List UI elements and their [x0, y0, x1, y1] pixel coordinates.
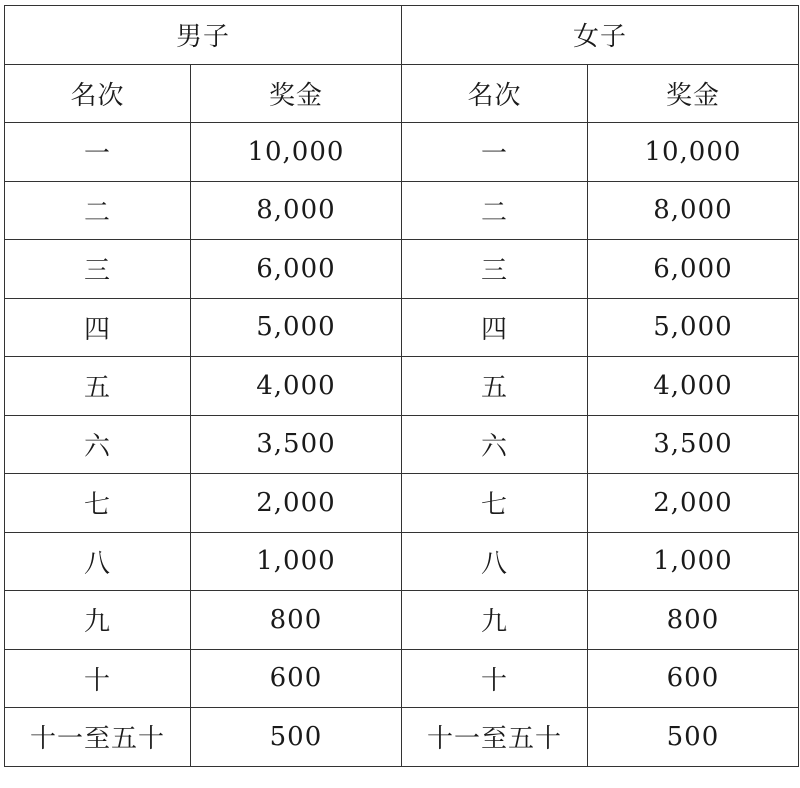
men-rank-cell: 五: [5, 357, 191, 416]
men-prize-cell: 800: [190, 591, 401, 650]
men-prize-cell: 5,000: [190, 298, 401, 357]
women-rank-cell: 三: [401, 240, 587, 299]
women-prize-cell: 8,000: [587, 181, 798, 240]
men-rank-cell: 四: [5, 298, 191, 357]
table-row: [5, 591, 799, 650]
men-rank-cell: 七: [5, 474, 191, 533]
women-prize-cell: 5,000: [587, 298, 798, 357]
women-rank-cell: 八: [401, 532, 587, 591]
women-prize-cell: 600: [587, 649, 798, 708]
women-rank-cell: 六: [401, 415, 587, 474]
men-prize-cell: 1,000: [190, 532, 401, 591]
table-row: [5, 649, 799, 708]
men-rank-cell: 十: [5, 649, 191, 708]
men-rank-cell: 十一至五十: [5, 708, 191, 767]
women-rank-cell: 九: [401, 591, 587, 650]
men-prize-cell: 600: [190, 649, 401, 708]
women-prize-cell: 1,000: [587, 532, 798, 591]
women-prize-cell: 500: [587, 708, 798, 767]
women-rank-cell: 一: [401, 123, 587, 182]
table-row: [5, 532, 799, 591]
women-prize-cell: 3,500: [587, 415, 798, 474]
men-rank-cell: 一: [5, 123, 191, 182]
women-prize-cell: 2,000: [587, 474, 798, 533]
men-prize-header: 奖金: [190, 64, 401, 123]
table-row: [5, 298, 799, 357]
women-rank-cell: 十: [401, 649, 587, 708]
table-row: [5, 415, 799, 474]
prize-table: [4, 5, 799, 767]
women-prize-cell: 4,000: [587, 357, 798, 416]
women-rank-cell: 四: [401, 298, 587, 357]
table-row: [5, 708, 799, 767]
table-row: [5, 240, 799, 299]
men-prize-cell: 500: [190, 708, 401, 767]
table-row: [5, 357, 799, 416]
women-prize-header: 奖金: [587, 64, 798, 123]
group-header-women: 女子: [401, 6, 798, 65]
women-prize-cell: 10,000: [587, 123, 798, 182]
table-row: [5, 123, 799, 182]
table-row: [5, 474, 799, 533]
women-rank-header: 名次: [401, 64, 587, 123]
men-prize-cell: 4,000: [190, 357, 401, 416]
men-rank-cell: 九: [5, 591, 191, 650]
men-rank-cell: 二: [5, 181, 191, 240]
women-prize-cell: 6,000: [587, 240, 798, 299]
men-prize-cell: 6,000: [190, 240, 401, 299]
women-rank-cell: 五: [401, 357, 587, 416]
men-prize-cell: 10,000: [190, 123, 401, 182]
men-rank-header: 名次: [5, 64, 191, 123]
women-rank-cell: 七: [401, 474, 587, 533]
men-rank-cell: 六: [5, 415, 191, 474]
men-prize-cell: 2,000: [190, 474, 401, 533]
women-rank-cell: 十一至五十: [401, 708, 587, 767]
table-row: [5, 181, 799, 240]
men-prize-cell: 8,000: [190, 181, 401, 240]
women-prize-cell: 800: [587, 591, 798, 650]
men-prize-cell: 3,500: [190, 415, 401, 474]
women-rank-cell: 二: [401, 181, 587, 240]
column-header-row: [5, 64, 799, 123]
men-rank-cell: 三: [5, 240, 191, 299]
men-rank-cell: 八: [5, 532, 191, 591]
group-header-row: [5, 6, 799, 65]
group-header-men: 男子: [5, 6, 402, 65]
